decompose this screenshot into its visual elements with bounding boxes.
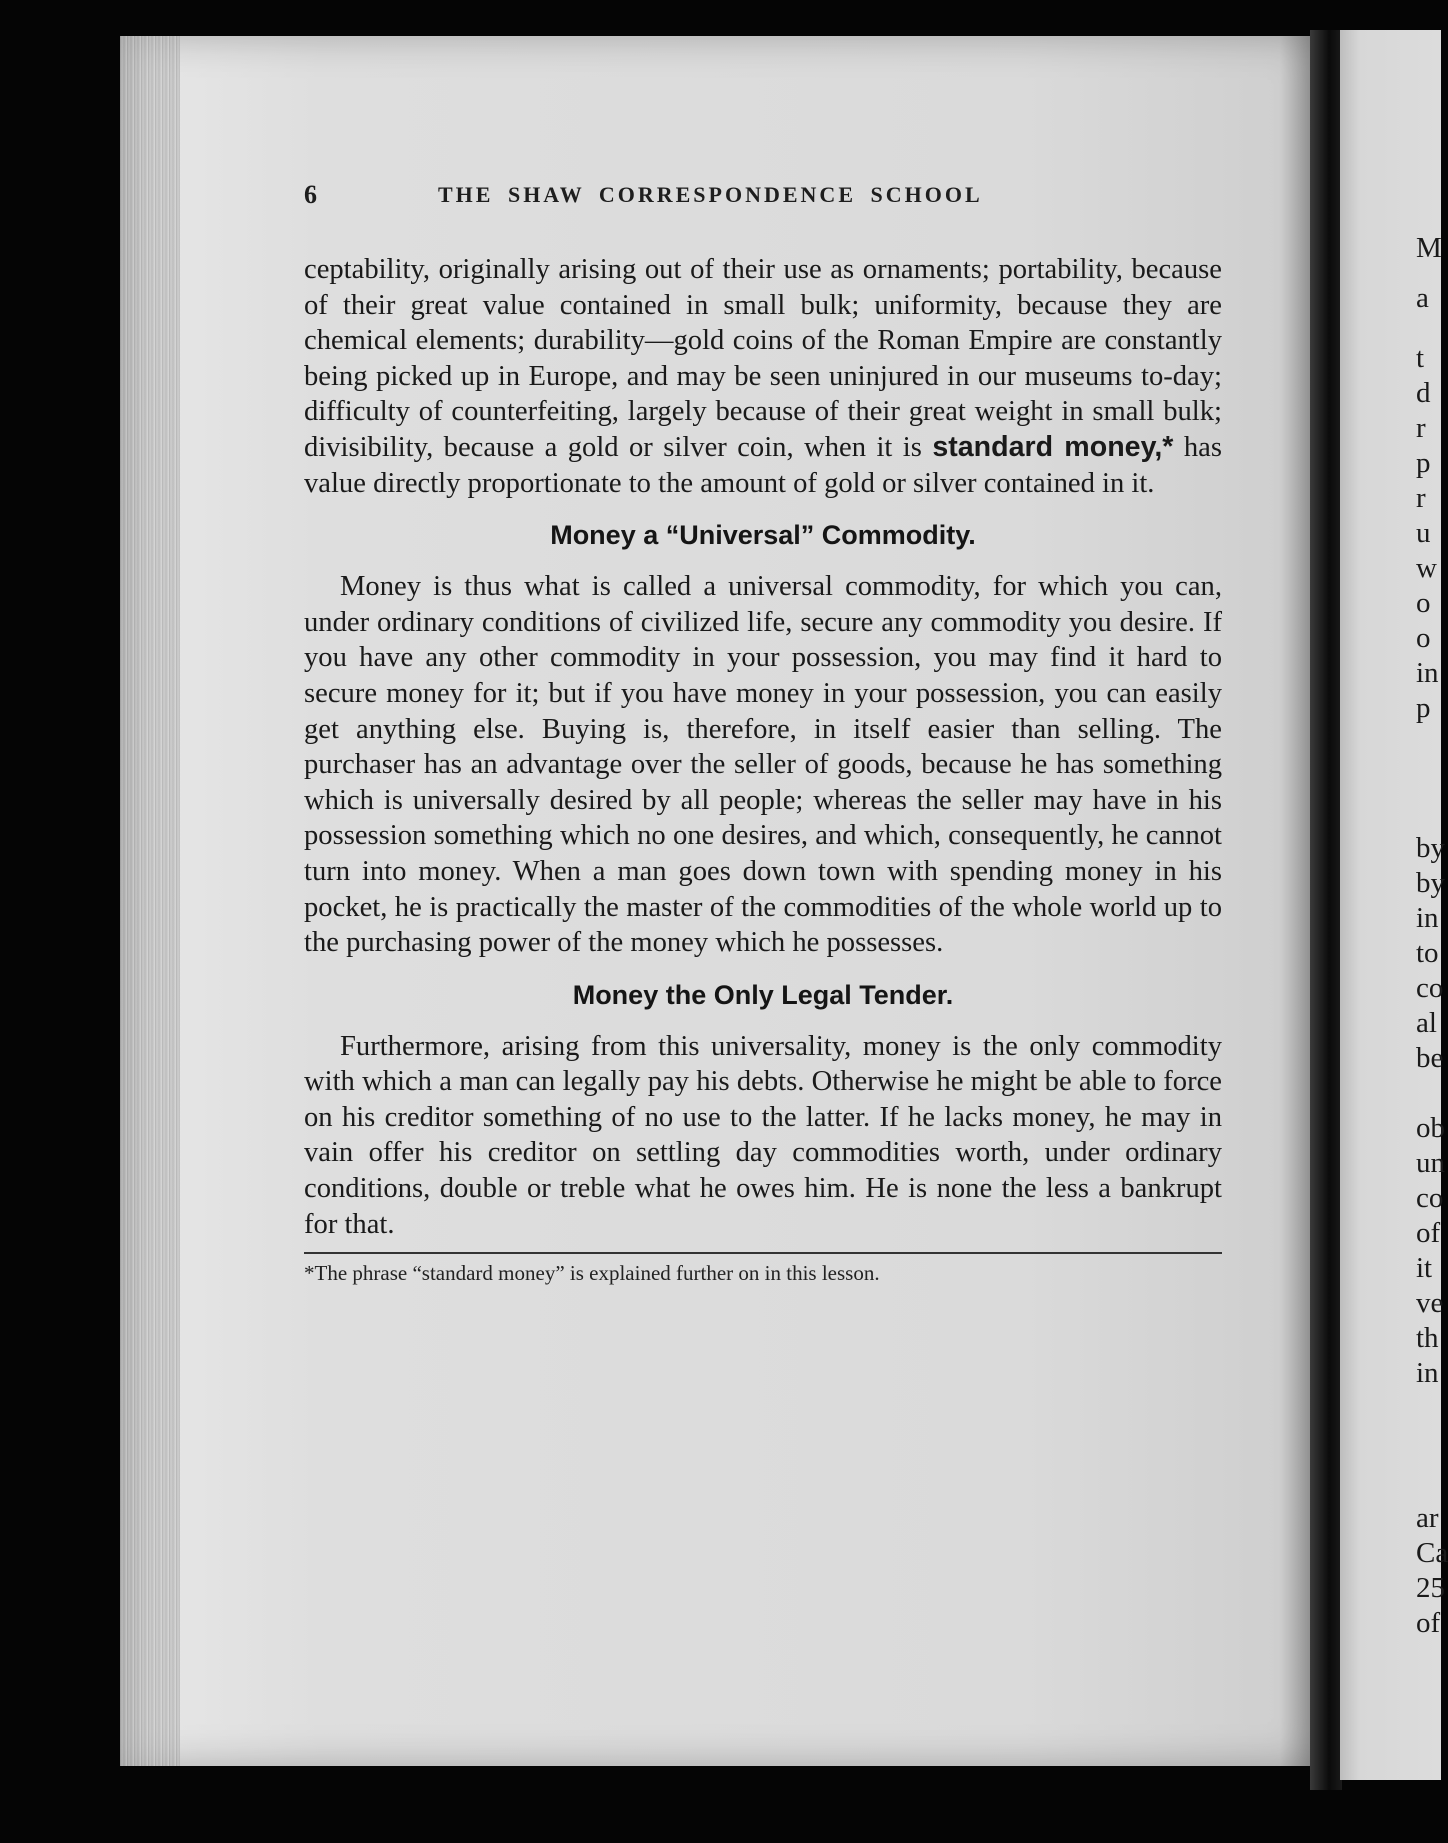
- paragraph-legal-tender: Furthermore, arising from this universality, money is the only commodity with which a man can legally pay his debts. Otherwise he might be able to force on his creditor something of no use to the latter. If he lacks money, he may in vain offer his creditor on settling day commodities worth, under ordinary conditions, double or treble what he owes him. He is none the less a bankrupt for that.: [304, 1030, 1222, 1240]
- right-page-fragment: 25: [1416, 1572, 1445, 1604]
- right-page-fragment: in: [1416, 1357, 1439, 1389]
- paragraph-text: ceptability, originally arising out of their use as ornaments; portability, because of their great value contained in small bulk; uniformity, because they are chemical elements; durability—gold coins of the Roman Empire are constantly being picked up in Europe, and may be seen uninjured in our museums to-day; difficulty of counterfeiting, largely because of their great weight in small bulk; divisibility, because a gold or silver coin, when it is: [304, 254, 1222, 463]
- right-page-fragment: co: [1416, 1182, 1444, 1214]
- right-page-fragment: ve: [1416, 1287, 1444, 1319]
- right-page-fragment: co: [1416, 972, 1444, 1004]
- right-page-fragment: a: [1416, 282, 1429, 314]
- right-page-fragment: d: [1416, 377, 1431, 409]
- right-page: [1340, 30, 1448, 1780]
- right-page-fragment: by: [1416, 867, 1445, 899]
- right-page-fragment: ar: [1416, 1502, 1439, 1534]
- right-page-fragment: Ca: [1416, 1537, 1448, 1569]
- main-text: [304, 252, 1222, 1286]
- right-page-fragment: u: [1416, 517, 1431, 549]
- page-header: [304, 176, 1084, 216]
- right-page-fragment: ob: [1416, 1112, 1445, 1144]
- right-page-fragment: r: [1416, 412, 1426, 444]
- right-page-fragment: of: [1416, 1607, 1441, 1639]
- right-page-fragment: by: [1416, 832, 1445, 864]
- right-page-fragment: p: [1416, 447, 1431, 479]
- book-gutter: [1310, 30, 1342, 1790]
- right-page-fragment: it: [1416, 1252, 1433, 1284]
- running-head: THE SHAW CORRESPONDENCE SCHOOL: [438, 182, 983, 207]
- paragraph-text-end: has value directly proportionate to the amount of gold or silver contained in it.: [304, 431, 1222, 499]
- right-page-fragment: p: [1416, 692, 1431, 724]
- right-page-fragment: un: [1416, 1147, 1445, 1179]
- right-page-fragment: w: [1416, 552, 1437, 584]
- paragraph-universal-commodity: Money is thus what is called a universal commodity, for which you can, under ordinary conditions of civilized life, secure any commodity you desire. If you have any other commodity in your possession, you may find it hard to secure money for it; but if you have money in your possession, you can easily get anything else. Buying is, therefore, in itself easier than selling. The purchaser has an advantage over the seller of goods, because he has something which is universally desired by all people; whereas the seller may have in his possession something which no one desires, and which, consequently, he cannot turn into money. When a man goes down town with spending money in his pocket, he is practically the master of the commodities of the whole world up to the purchasing power of the money which he possesses.: [304, 571, 1222, 959]
- section-heading-legal-tender: Money the Only Legal Tender.: [572, 979, 954, 1010]
- right-page-fragment: of: [1416, 1217, 1441, 1249]
- footnote-divider: [304, 1252, 1222, 1254]
- right-page-fragment: r: [1416, 482, 1426, 514]
- right-page-fragment: o: [1416, 587, 1431, 619]
- right-page-fragment: in: [1416, 902, 1439, 934]
- footnote: *The phrase “standard money” is explained further on in this lesson.: [304, 1261, 880, 1286]
- paragraph-continued: [304, 252, 1222, 501]
- right-page-fragment: to: [1416, 937, 1439, 969]
- right-page-fragment: be: [1416, 1042, 1444, 1074]
- bold-term: standard money,*: [932, 430, 1174, 463]
- right-page-fragment: t: [1416, 342, 1425, 374]
- right-page-fragment: o: [1416, 622, 1431, 654]
- right-page-fragment: th: [1416, 1322, 1439, 1354]
- page-number: 6: [304, 180, 319, 209]
- section-heading-universal-commodity: Money a “Universal” Commodity.: [550, 520, 976, 551]
- right-page-fragment: al: [1416, 1007, 1437, 1039]
- page-stack-edge: [120, 36, 180, 1766]
- right-page-fragment: in: [1416, 657, 1439, 689]
- right-page-fragment: M: [1416, 232, 1442, 264]
